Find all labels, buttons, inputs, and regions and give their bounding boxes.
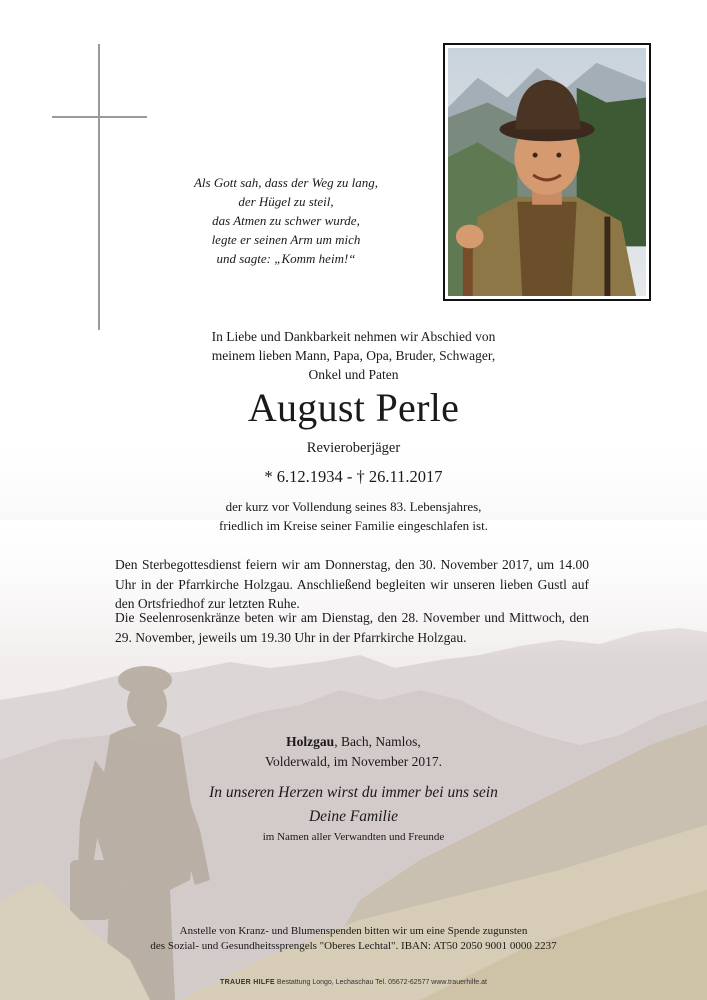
family-signature: Deine Familie xyxy=(308,808,399,825)
intro-text xyxy=(0,327,707,384)
poem-line: der Hügel zu steil, xyxy=(238,194,334,209)
poem-line: legte er seinen Arm um mich xyxy=(211,232,361,247)
place-rest: , Bach, Namlos, xyxy=(334,734,421,749)
cross-horizontal xyxy=(52,116,147,118)
footer xyxy=(0,978,707,988)
intro-line: In Liebe und Dankbarkeit nehmen wir Abschied von xyxy=(211,329,496,344)
deceased-title: Revieroberjäger xyxy=(306,440,401,456)
death-note xyxy=(0,497,707,535)
poem-line: und sagte: „Komm heim!“ xyxy=(216,251,356,266)
poem-line: Als Gott sah, dass der Weg zu lang, xyxy=(193,175,379,190)
family-subtitle: im Namen aller Verwandten und Freunde xyxy=(262,831,445,843)
cross-vertical xyxy=(98,44,100,330)
poem xyxy=(150,173,422,268)
donation-note xyxy=(0,924,707,954)
closing-motto: In unseren Herzen wirst du immer bei uns sein xyxy=(209,784,498,801)
intro-line: Onkel und Paten xyxy=(308,367,399,382)
footer-text: Bestattung Longo, Lechaschau Tel. 05672-62577 www.trauerhilfe.at xyxy=(274,979,487,986)
death-note-line: der kurz vor Vollendung seines 83. Lebensjahres, xyxy=(225,499,482,514)
life-dates: * 6.12.1934 - † 26.11.2017 xyxy=(264,467,443,486)
portrait-photo xyxy=(443,43,651,301)
deceased-name: August Perle xyxy=(247,385,460,430)
footer-brand: TRAUER HILFE xyxy=(220,979,275,986)
poem-line: das Atmen zu schwer wurde, xyxy=(212,213,360,228)
place-and-date xyxy=(0,732,707,771)
rosary-paragraph: Die Seelenrosenkränze beten wir am Dienstag, den 28. November und Mittwoch, den 29. November, jeweils um 19.30 Uhr in der Pfarrkirche Holzgau. xyxy=(115,610,589,645)
donation-line: Anstelle von Kranz- und Blumenspenden bitten wir um eine Spende zugunsten xyxy=(179,925,528,937)
place-bold: Holzgau xyxy=(286,734,335,749)
portrait-image xyxy=(448,48,646,296)
death-note-line: friedlich im Kreise seiner Familie eingeschlafen ist. xyxy=(219,518,488,533)
funeral-service-paragraph: Den Sterbegottesdienst feiern wir am Donnerstag, den 30. November 2017, um 14.00 Uhr in der Pfarrkirche Holzgau. Anschließend begleiten wir unseren lieben Gustl auf den Ortsfriedhof zur letzten Ruhe. xyxy=(115,557,589,611)
intro-line: meinem lieben Mann, Papa, Opa, Bruder, Schwager, xyxy=(211,348,496,363)
donation-line: des Sozial- und Gesundheitssprengels "Oberes Lechtal". IBAN: AT50 2050 9001 0000 2237 xyxy=(150,940,557,952)
place-line-2: Volderwald, im November 2017. xyxy=(264,753,443,769)
